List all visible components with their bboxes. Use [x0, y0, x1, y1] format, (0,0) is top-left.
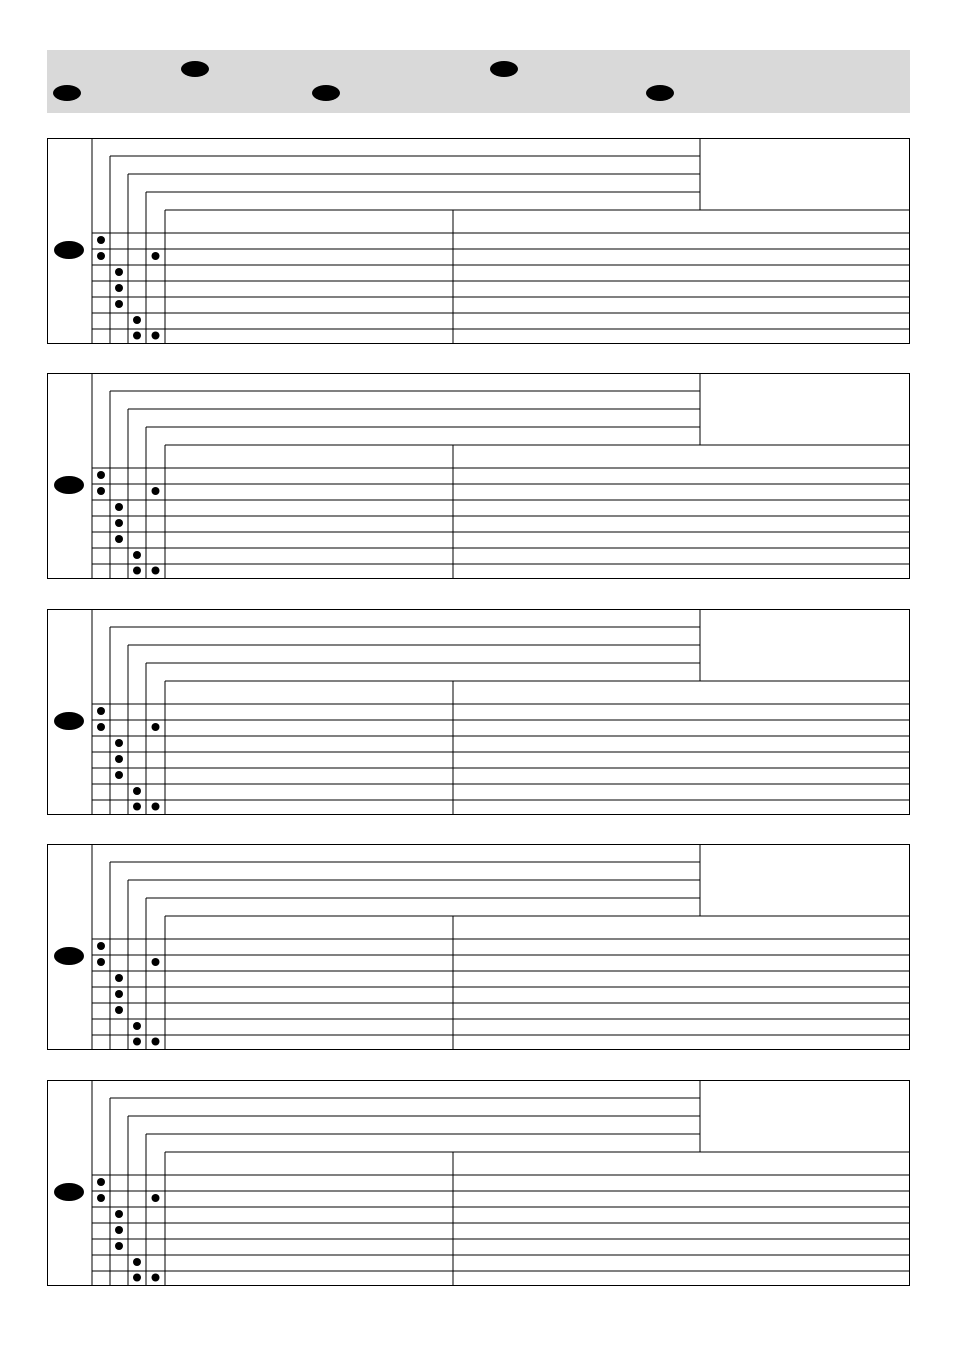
check-dot-icon: [115, 739, 123, 747]
form-grid: [47, 609, 910, 815]
form-grid: [47, 138, 910, 344]
form-section-4: [47, 844, 910, 1050]
check-dot-icon: [152, 1194, 160, 1202]
check-dot-icon: [97, 236, 105, 244]
check-dot-icon: [152, 958, 160, 966]
check-dot-icon: [97, 707, 105, 715]
check-dot-icon: [97, 1178, 105, 1186]
check-dot-icon: [97, 471, 105, 479]
check-dot-icon: [133, 551, 141, 559]
check-dot-icon: [152, 803, 160, 811]
check-dot-icon: [115, 519, 123, 527]
check-dot-icon: [133, 567, 141, 575]
check-dot-icon: [115, 755, 123, 763]
form-section-1: [47, 138, 910, 344]
check-dot-icon: [97, 723, 105, 731]
check-dot-icon: [115, 1242, 123, 1250]
check-dot-icon: [115, 1226, 123, 1234]
header-marker-2-icon: [490, 61, 518, 77]
header-marker-4-icon: [312, 85, 340, 101]
section-marker-icon: [54, 712, 84, 730]
check-dot-icon: [115, 300, 123, 308]
section-marker-icon: [54, 241, 84, 259]
header-marker-3-icon: [53, 85, 81, 101]
check-dot-icon: [152, 1274, 160, 1282]
check-dot-icon: [133, 1258, 141, 1266]
header-marker-1-icon: [181, 61, 209, 77]
check-dot-icon: [115, 1210, 123, 1218]
form-section-5: [47, 1080, 910, 1286]
check-dot-icon: [133, 316, 141, 324]
form-section-2: [47, 373, 910, 579]
section-marker-icon: [54, 1183, 84, 1201]
check-dot-icon: [115, 990, 123, 998]
check-dot-icon: [97, 1194, 105, 1202]
check-dot-icon: [133, 1022, 141, 1030]
check-dot-icon: [115, 771, 123, 779]
check-dot-icon: [115, 1006, 123, 1014]
check-dot-icon: [97, 958, 105, 966]
section-marker-icon: [54, 476, 84, 494]
form-section-3: [47, 609, 910, 815]
check-dot-icon: [115, 503, 123, 511]
check-dot-icon: [133, 1274, 141, 1282]
section-marker-icon: [54, 947, 84, 965]
header-marker-5-icon: [646, 85, 674, 101]
check-dot-icon: [152, 1038, 160, 1046]
check-dot-icon: [133, 1038, 141, 1046]
check-dot-icon: [133, 787, 141, 795]
check-dot-icon: [115, 268, 123, 276]
form-grid: [47, 1080, 910, 1286]
check-dot-icon: [152, 723, 160, 731]
check-dot-icon: [152, 567, 160, 575]
check-dot-icon: [115, 535, 123, 543]
check-dot-icon: [152, 252, 160, 260]
check-dot-icon: [152, 487, 160, 495]
check-dot-icon: [97, 487, 105, 495]
check-dot-icon: [115, 284, 123, 292]
check-dot-icon: [133, 803, 141, 811]
check-dot-icon: [133, 332, 141, 340]
check-dot-icon: [115, 974, 123, 982]
form-grid: [47, 844, 910, 1050]
form-grid: [47, 373, 910, 579]
check-dot-icon: [97, 942, 105, 950]
check-dot-icon: [152, 332, 160, 340]
header-band: [47, 50, 910, 113]
check-dot-icon: [97, 252, 105, 260]
